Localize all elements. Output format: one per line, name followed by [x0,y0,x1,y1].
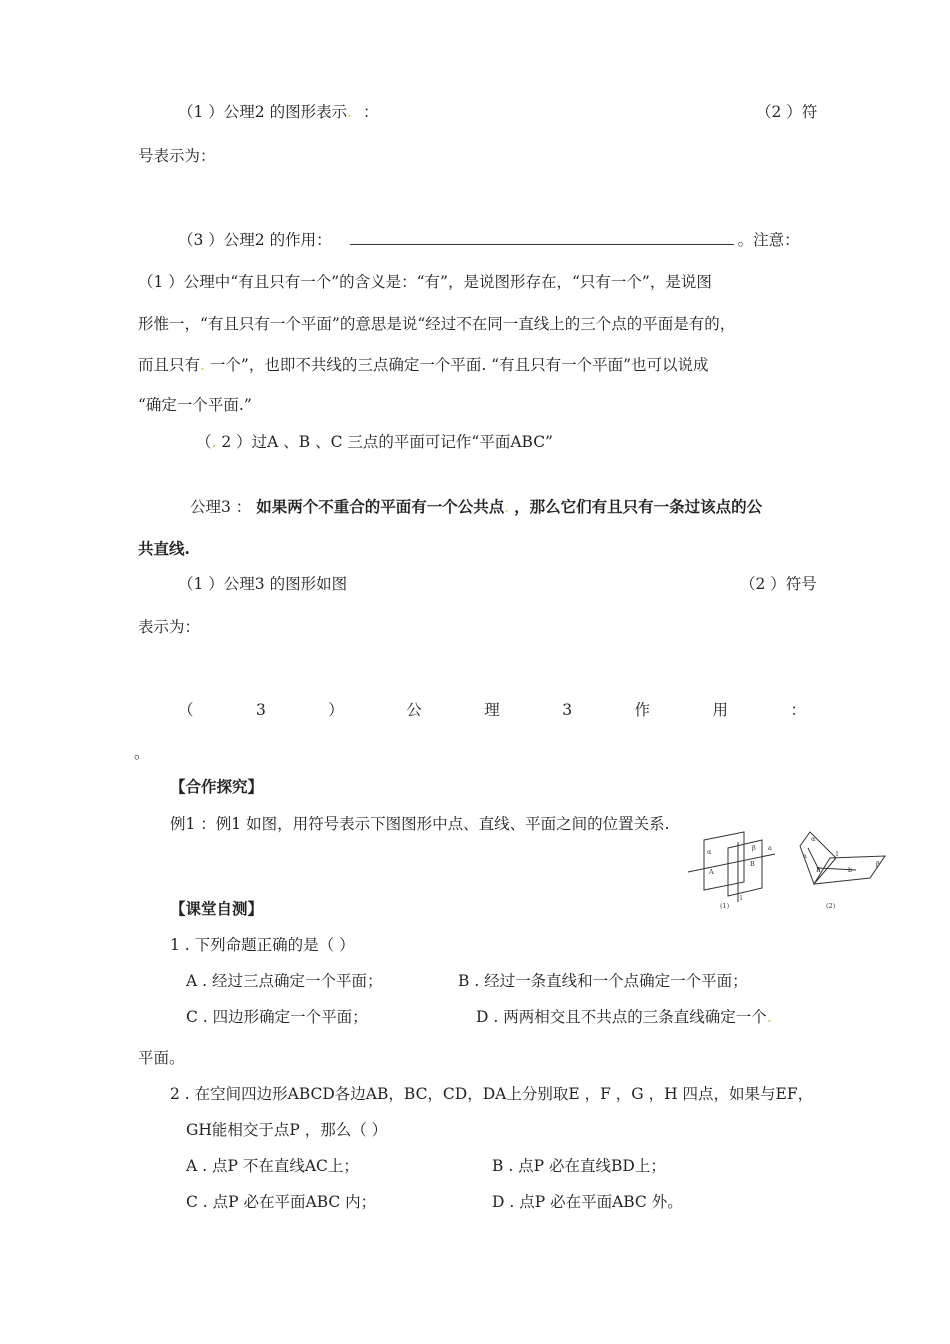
axiom3-item2: （2 ）符号 [740,575,817,593]
fig2-label-l: l [836,850,839,858]
axiom2-note2: 形惟一，“有且只有一个平面”的意思是说“经过不在同一直线上的三个点的平面是有的， [138,315,736,333]
axiom2-note1: （1 ）公理中“有且只有一个”的含义是：“有”，是说图形存在，“只有一个”，是说图 [138,273,712,291]
fig1-label-B: B [750,860,755,868]
q2-stem-cont: GH能相交于点P ，那么（ ） [186,1121,388,1139]
answer-blank [350,230,734,245]
q2-option-b: B . 点P 必在直线BD上； [492,1157,666,1175]
axiom2-item1-colon: ： [362,103,379,121]
axiom2-note3b: 一个”，也即不共线的三点确定一个平面. “有且只有一个平面”也可以说成 [209,356,709,374]
axiom3-bold-a: 如果两个不重合的平面有一个公共点 [256,497,505,516]
axiom3-bold-c: 共直线. [138,539,190,558]
axiom3-item3-char: ： [790,701,806,719]
axiom3-item3-char: 3 [255,701,266,719]
axiom3-item2-cont: 表示为： [138,618,201,636]
axiom3-item3-char: 公 [406,701,422,719]
axiom3-item3-char: ） [328,701,344,719]
fig1-label-beta: β [752,844,756,852]
q2-stem: 2 . 在空间四边形ABCD各边AB，BC，CD，DA上分别取E ，F ，G ，H 四点，如果与EF， [170,1085,814,1103]
fig2-label-a: a [803,852,807,860]
axiom2-item3 [178,230,800,250]
fig1-label-alpha: α [707,848,712,856]
fig1-label-a: a [768,844,772,852]
q2-option-d: D . 点P 必在平面ABC 外。 [492,1193,683,1211]
axiom2-note5a: （ [196,433,212,451]
axiom2-note3a: 而且只有 [138,356,201,374]
axiom3-item3-char: 作 [634,701,651,719]
coop-heading: 【合作探究】 [170,777,264,796]
axiom3-item3-char: 3 [562,701,573,719]
fig1-label-l: l [740,894,743,902]
fig1-label-A: A [709,868,714,876]
q1-option-d-text: D . 两两相交且不共点的三条直线确定一个 [476,1008,767,1026]
axiom2-item1-text: （1 ）公理2 的图形表示 [178,103,348,121]
axiom3-item3 [178,700,806,720]
axiom2-item3-text: （3 ）公理2 的作用： [178,231,332,249]
fig2-caption: (2) [826,902,836,910]
axiom2-note5b: 2 ）过A 、B 、C 三点的平面可记作“平面ABC” [221,433,553,451]
figure-1 [688,832,775,902]
axiom3-item1: （1 ）公理3 的图形如图 [178,575,348,593]
q2-option-c: C . 点P 必在平面ABC 内； [186,1193,377,1211]
axiom2-item2: （2 ）符 [756,103,818,121]
fig2-label-alpha: α [811,835,816,843]
coop-example: 例1 ：例1 如图，用符号表示下图图形中点、直线、平面之间的位置关系. [170,815,670,833]
q1-option-d: D . 两两相交且不共点的三条直线确定一个. [476,1008,772,1026]
axiom3-bold-b: ，那么它们有且只有一条过该点的公 [514,497,763,516]
fig1-caption: (1) [720,902,730,910]
q1-option-a: A . 经过三点确定一个平面； [186,972,383,990]
selftest-heading: 【课堂自测】 [170,899,264,918]
axiom3-item3-char: 用 [712,701,729,719]
axiom2-item2-cont: 号表示为： [138,147,216,165]
axiom3-statement: 公理3 ： 如果两个不重合的平面有一个公共点. ，那么它们有且只有一条过该点的公 [190,497,763,516]
axiom3-label: 公理3 ： [190,498,252,516]
axiom2-item1: （1 ）公理2 的图形表示. ： [178,103,379,121]
fig2-label-P: P [816,866,821,874]
fig2-label-beta: β [876,860,880,868]
axiom2-note3: 而且只有. 一个”，也即不共线的三点确定一个平面. “有且只有一个平面”也可以说成 [138,356,709,374]
axiom2-note5: （. 2 ）过A 、B 、C 三点的平面可记作“平面ABC” [196,433,553,451]
axiom2-note4: “确定一个平面.” [138,396,252,414]
q1-option-b: B . 经过一条直线和一个点确定一个平面； [458,972,748,990]
plane-beta [728,840,762,896]
q1-option-c: C . 四边形确定一个平面； [186,1008,368,1026]
axiom2-item3-end: 。注意： [737,231,800,249]
example-figure [680,828,890,910]
q1-stem: 1 . 下列命题正确的是（ ） [170,936,355,954]
axiom3-item3-char: （ [178,701,194,719]
axiom3-item3-end: 。 [134,744,150,762]
axiom3-item3-char: 理 [484,701,500,719]
fig2-label-b: b [848,866,853,874]
q2-option-a: A . 点P 不在直线AC上； [186,1157,359,1175]
q1-option-d-cont: 平面。 [138,1049,185,1067]
